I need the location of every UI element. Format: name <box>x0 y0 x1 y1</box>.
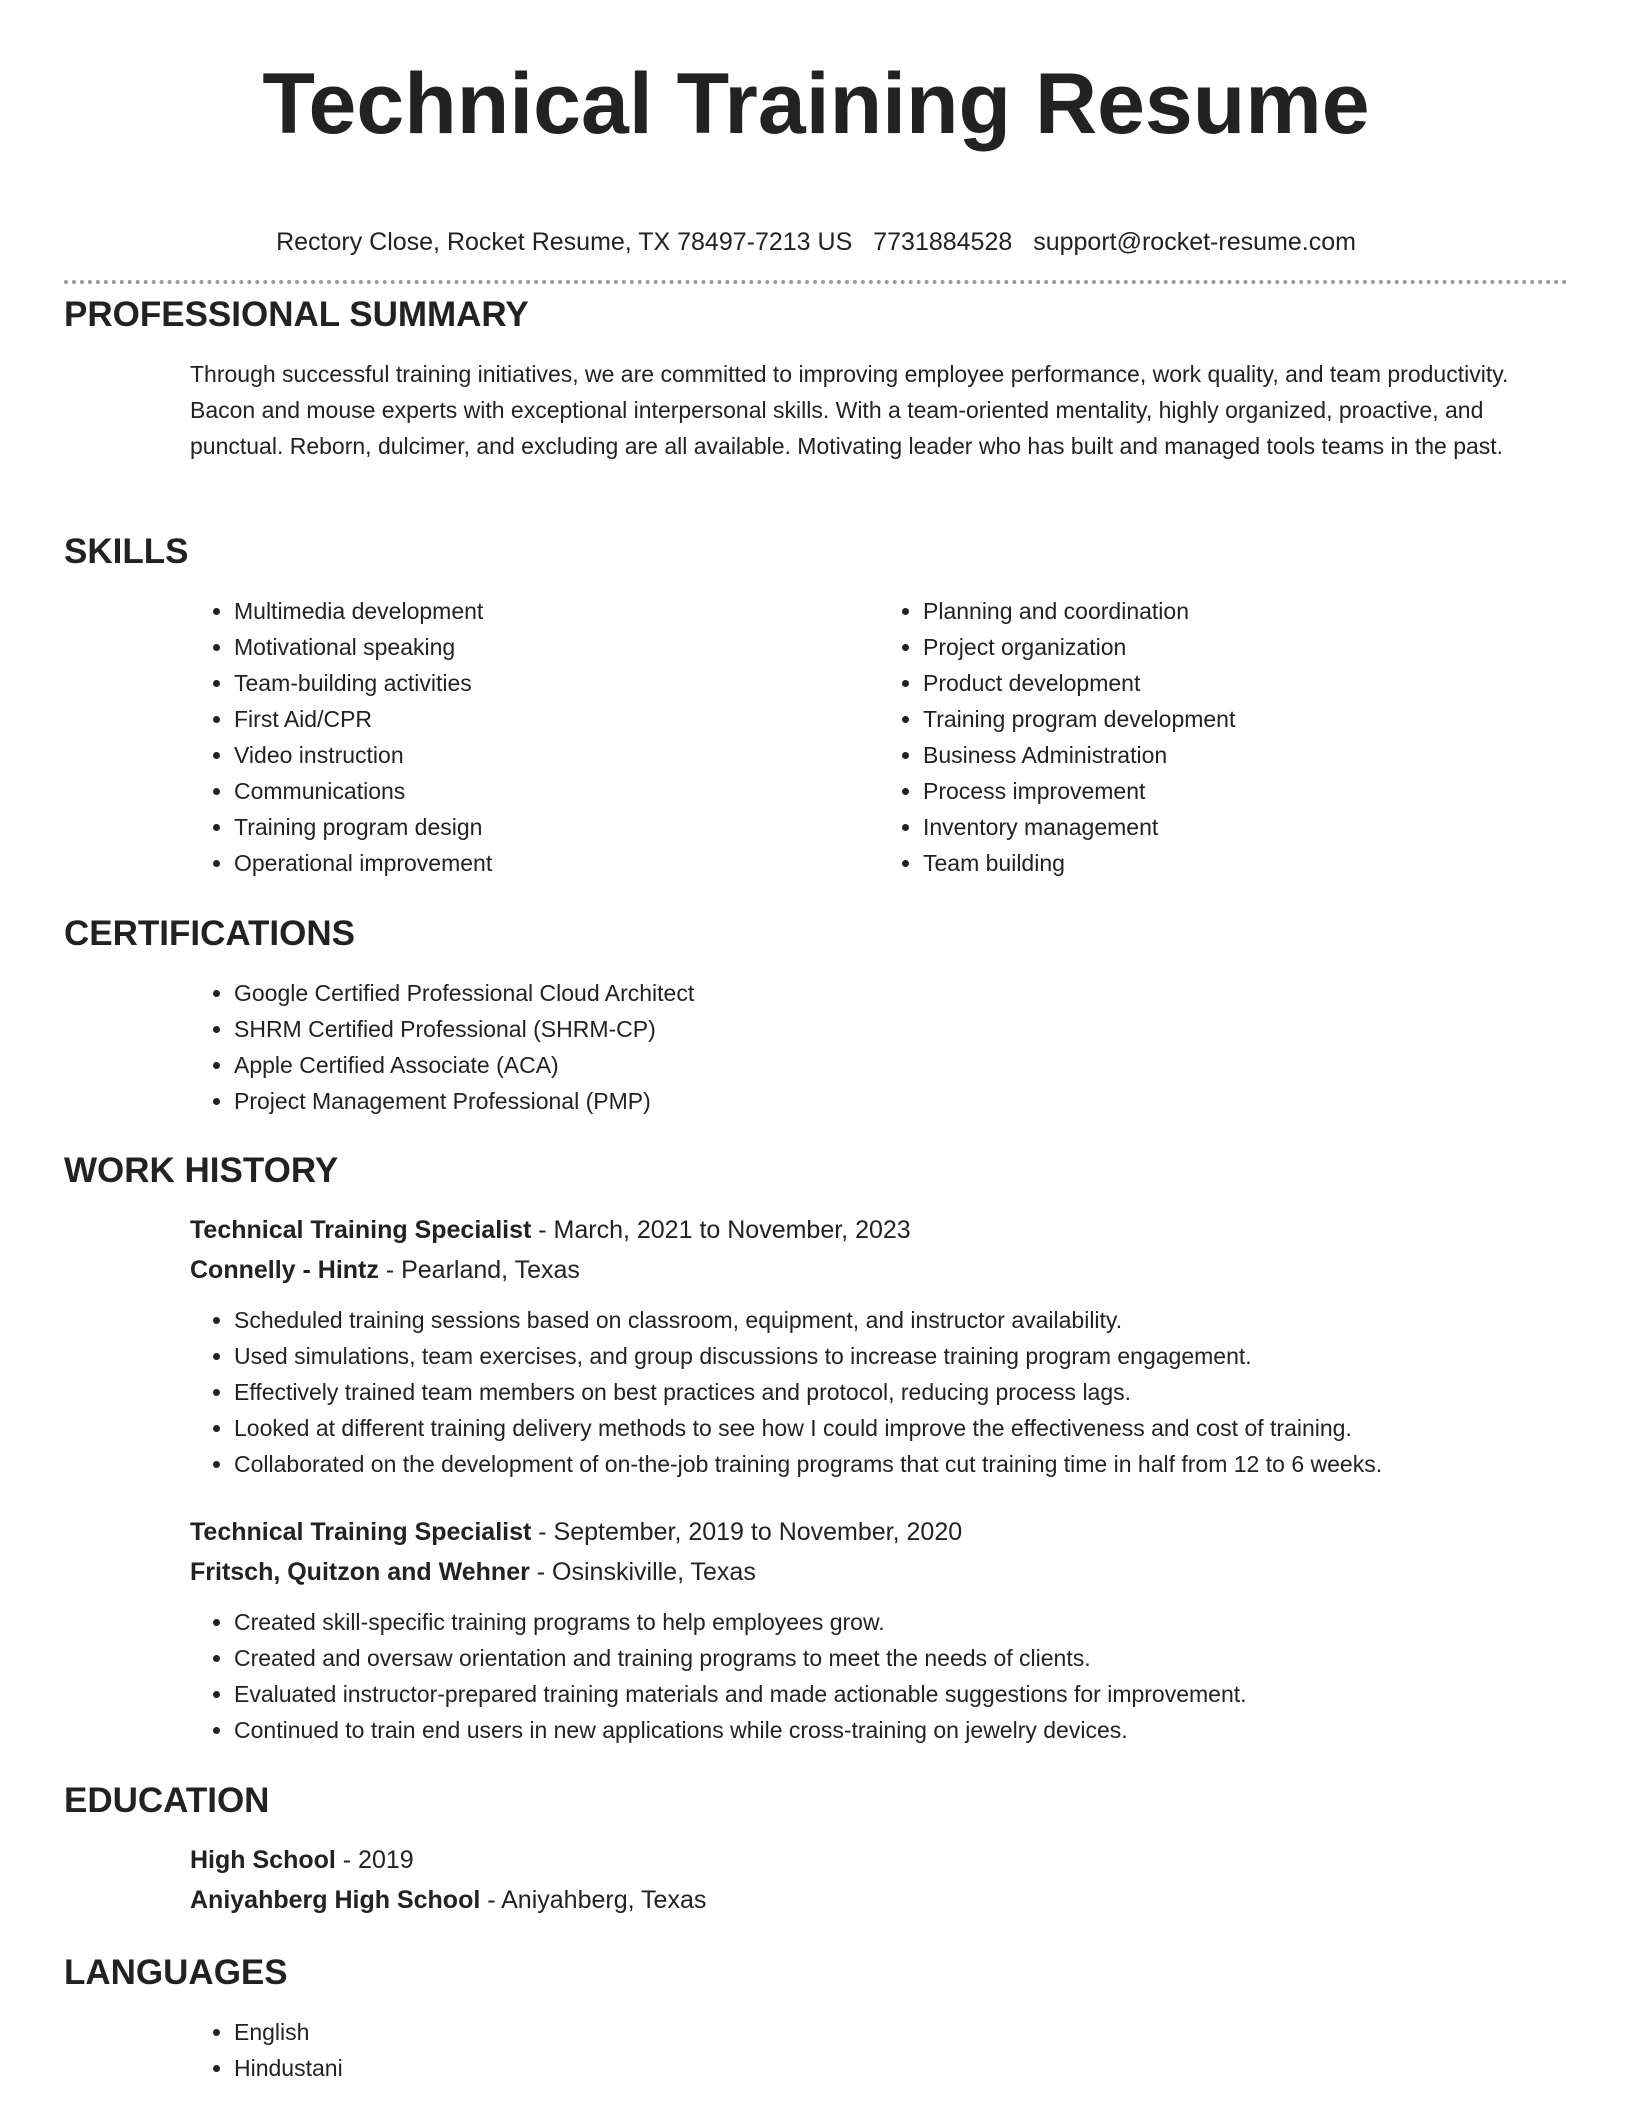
education-degree: High School <box>190 1846 336 1874</box>
certification-item: • SHRM Certified Professional (SHRM-CP) <box>234 1011 1568 1047</box>
job-role: Technical Training Specialist <box>190 1216 532 1244</box>
job-bullets <box>190 1604 1568 1748</box>
language-item: • Hindustani <box>234 2050 1568 2086</box>
language-item: • English <box>234 2014 1568 2050</box>
certifications-section <box>64 913 1568 1119</box>
certifications-body <box>190 975 1568 1119</box>
job-bullet: • Created and oversaw orientation and training programs to meet the needs of clients. <box>234 1640 1568 1676</box>
contact-line <box>64 226 1568 258</box>
skill-item: • Project organization <box>923 629 1568 665</box>
resume-title: Technical Training Resume <box>262 56 1370 152</box>
skill-item: • Training program development <box>923 701 1568 737</box>
job-bullets <box>190 1302 1568 1482</box>
summary-text: Through successful training initiatives, we are committed to improving employee performance, work quality, and team productivity. Bacon and mouse experts with exceptional interpersonal skills. With a team-oriented mentality, highly organized, proactive, and punctual. Reborn, dulcimer, and excluding are all available. Motivating leader who has built and managed tools teams in the past. <box>190 361 1509 459</box>
skill-item: • Process improvement <box>923 773 1568 809</box>
job-title-line <box>190 1210 1568 1250</box>
work-section <box>64 1150 1568 1748</box>
work-heading: WORK HISTORY <box>64 1151 339 1190</box>
education-heading: EDUCATION <box>64 1781 270 1820</box>
work-body <box>190 1210 1568 1748</box>
job-bullet: • Continued to train end users in new applications while cross-training on jewelry devices. <box>234 1712 1568 1748</box>
skill-item: • Team building <box>923 845 1568 881</box>
contact-address: Rectory Close, Rocket Resume, TX 78497-7213 US <box>276 228 853 256</box>
job-bullet: • Looked at different training delivery methods to see how I could improve the effectiveness and cost of training. <box>234 1410 1568 1446</box>
skill-item: • First Aid/CPR <box>234 701 879 737</box>
job-entry <box>190 1512 1568 1748</box>
education-location: - Aniyahberg, Texas <box>480 1886 707 1914</box>
skill-item: • Operational improvement <box>234 845 879 881</box>
certifications-list <box>190 975 1568 1119</box>
summary-body <box>190 356 1568 464</box>
skill-item: • Product development <box>923 665 1568 701</box>
languages-heading: LANGUAGES <box>64 1953 288 1992</box>
certification-item: • Project Management Professional (PMP) <box>234 1083 1568 1119</box>
job-dates: - March, 2021 to November, 2023 <box>531 1216 911 1244</box>
education-section <box>64 1780 1568 1920</box>
education-year: - 2019 <box>335 1846 414 1874</box>
job-bullet: • Effectively trained team members on best practices and protocol, reducing process lags. <box>234 1374 1568 1410</box>
summary-heading: PROFESSIONAL SUMMARY <box>64 295 529 334</box>
job-company-line <box>190 1552 1568 1592</box>
header-divider <box>64 280 1568 284</box>
skills-body <box>190 593 1568 881</box>
job-bullet: • Scheduled training sessions based on classroom, equipment, and instructor availability. <box>234 1302 1568 1338</box>
job-company: Fritsch, Quitzon and Wehner <box>190 1558 530 1586</box>
job-entry <box>190 1210 1568 1482</box>
job-bullet: • Used simulations, team exercises, and group discussions to increase training program engagement. <box>234 1338 1568 1374</box>
skill-item: • Motivational speaking <box>234 629 879 665</box>
skills-columns <box>190 593 1568 881</box>
skill-item: • Video instruction <box>234 737 879 773</box>
education-school: Aniyahberg High School <box>190 1886 481 1914</box>
job-company: Connelly - Hintz <box>190 1256 379 1284</box>
skills-list-right <box>879 593 1568 881</box>
job-bullet: • Evaluated instructor-prepared training materials and made actionable suggestions for improvement. <box>234 1676 1568 1712</box>
languages-section <box>64 1952 1568 2086</box>
skill-item: • Planning and coordination <box>923 593 1568 629</box>
skill-item: • Multimedia development <box>234 593 879 629</box>
education-body <box>190 1840 1568 1920</box>
job-title-line <box>190 1512 1568 1552</box>
skill-item: • Communications <box>234 773 879 809</box>
skill-item: • Training program design <box>234 809 879 845</box>
languages-list <box>190 2014 1568 2086</box>
job-location: - Osinskiville, Texas <box>529 1558 756 1586</box>
education-school-line <box>190 1880 1568 1920</box>
job-role: Technical Training Specialist <box>190 1518 532 1546</box>
job-bullet: • Created skill-specific training programs to help employees grow. <box>234 1604 1568 1640</box>
education-degree-line <box>190 1840 1568 1880</box>
certifications-heading: CERTIFICATIONS <box>64 914 356 953</box>
skills-heading: SKILLS <box>64 532 189 571</box>
certification-item: • Apple Certified Associate (ACA) <box>234 1047 1568 1083</box>
skill-item: • Inventory management <box>923 809 1568 845</box>
skills-section <box>64 531 1568 881</box>
skills-list-left <box>190 593 879 881</box>
certification-item: • Google Certified Professional Cloud Architect <box>234 975 1568 1011</box>
job-company-line <box>190 1250 1568 1290</box>
skill-item: • Team-building activities <box>234 665 879 701</box>
job-dates: - September, 2019 to November, 2020 <box>531 1518 963 1546</box>
contact-email: support@rocket-resume.com <box>1033 228 1356 256</box>
summary-section <box>64 294 1568 464</box>
job-bullet: • Collaborated on the development of on-the-job training programs that cut training time in half from 12 to 6 weeks. <box>234 1446 1568 1482</box>
job-location: - Pearland, Texas <box>378 1256 580 1284</box>
languages-body <box>190 2014 1568 2086</box>
contact-phone: 7731884528 <box>873 228 1013 256</box>
skill-item: • Business Administration <box>923 737 1568 773</box>
